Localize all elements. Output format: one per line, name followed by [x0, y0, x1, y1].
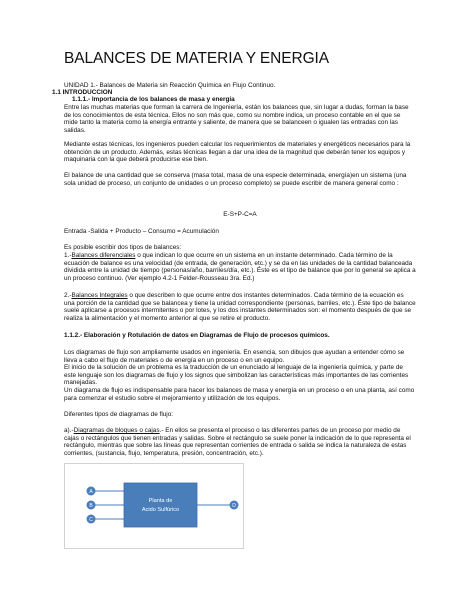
paragraph-diagram-types: Diferentes tipos de diagramas de flujo:: [64, 411, 174, 418]
equation-words: Entrada -Salida + Producto – Consumo = Acumulación: [64, 228, 219, 235]
process-box: [124, 483, 197, 527]
paragraph-differential: 1.-Balances diferenciales o que indican lo que ocurre en un sistema en un instante determinado. Cada término de la ecuación de balance es una velocidad (de entrada, de generación, etc.) y se da en las unidades de la cantidad balanceada dividida entre la unidad de tiempo (personas/año, barriles/día, etc.). Éste es el tipo de balance que por lo general se aplica a un proceso continuo. (Ver ejemplo 4.2-1 Felder-Rousseau 3ra. Ed.): [64, 252, 416, 283]
equation: E-S+P-C=A: [223, 211, 257, 218]
output-label-d: D: [232, 503, 236, 509]
input-label-b: B: [89, 503, 93, 509]
section-1-1-1: 1.1.1.- Importancia de los balances de masa y energía: [72, 96, 235, 103]
term-differential: Balances diferenciales: [71, 252, 136, 259]
input-label-c: C: [89, 517, 93, 523]
paragraph-block-diagrams: a).-Diagramas de bloques o cajas.- En ellos se presenta el proceso o las diferentes partes de un proceso por medio de cajas o rectángulos que tienen entradas y salidas. Sobre el rectángulo se suele poner la indicación de lo que representa el rectángulo, mientras que sobre las líneas que representan corrientes de entrada o salida se indica la naturaleza de estas corrientes, (sustancia, flujo, temperatura, presión, concentración, etc.).: [64, 427, 411, 458]
section-1-1: 1.1 INTRODUCCION: [52, 89, 113, 96]
section-1-1-2: 1.1.2.- Elaboración y Rotulación de datos en Diagramas de Flujo de procesos químicos.: [64, 332, 330, 339]
paragraph-intro: Entre las muchas materias que forman la carrera de Ingeniería, están los balances que, sin lugar a dudas, forman la base de los conocimientos de esta técnica. Ellos no son más que, como su nombre indica, un proceso contable en el que se mide tanto la materia como la energía entrante y saliente, de manera que se balanceen o igualen las entradas con las salidas.: [64, 104, 409, 135]
paragraph-solution-start: El inicio de la solución de un problema es la traducción de un enunciado al lenguaje de la ingeniería química, y parte de este lenguaje son los diagramas de flujo y los signos que simbolizan las características más importantes de las corrientes manejadas.: [64, 364, 409, 387]
process-box-label-2: Acido Sulfúrico: [141, 507, 180, 513]
paragraph-flow-diagrams: Los diagramas de flujo son ampliamente usados en ingeniería. En esencia, son dibujos que ayudan a entender cómo se lleva a cabo el flujo de materiales o de energía en un proceso o en un equipo.: [64, 349, 405, 364]
process-box-label-1: Planta de: [148, 498, 173, 504]
block-diagram: [64, 463, 244, 549]
paragraph-integral: 2.-Balances Integrales o que describen lo que ocurre entre dos instantes determinados. Cada término de la ecuación es una porción de la cantidad que se balancea y tiene la unidad correspondiente (personas, barriles, etc.). Éste tipo de balance suele aplicarse a procesos intermitentes o por lotes, y los dos instantes determinados son: el momento después de que se realiza la alimentación y el momento anterior al que se retire el producto.: [64, 292, 416, 323]
term-block-diagrams: Diagramas de bloques o cajas: [73, 427, 160, 434]
paragraph-types: Es posible escribir dos tipos de balances:: [64, 244, 182, 251]
term-integral: Balances Integrales: [71, 292, 128, 299]
input-label-a: A: [89, 489, 93, 495]
unidad-heading: UNIDAD 1.- Balances de Materia sin Reacción Química en Flujo Continuo.: [64, 82, 276, 89]
paragraph-indispensable: Un diagrama de flujo es indispensable para hacer los balances de masa y energía en un proceso o en una planta, así como para comenzar el estudio sobre el mejoramiento y utilización de los equipos.: [64, 387, 415, 402]
doc-title: BALANCES DE MATERIA Y ENERGIA: [64, 50, 329, 67]
paragraph-techniques: Mediante estas técnicas, los ingenieros pueden calcular los requerimientos de materiales y energéticos necesarios para la obtención de un producto. Además, estas técnicas llegan a dar una idea de la magnitud que deberán tener los equipos y maquinaria con la que deberá producirse ese bien.: [64, 141, 411, 164]
paragraph-balance: El balance de una cantidad que se conserva (masa total, masa de una especie determinada, energía)en un sistema (una sola unidad de proceso, un conjunto de unidades o un proceso completo) se puede escribir de manera general como :: [64, 172, 407, 187]
